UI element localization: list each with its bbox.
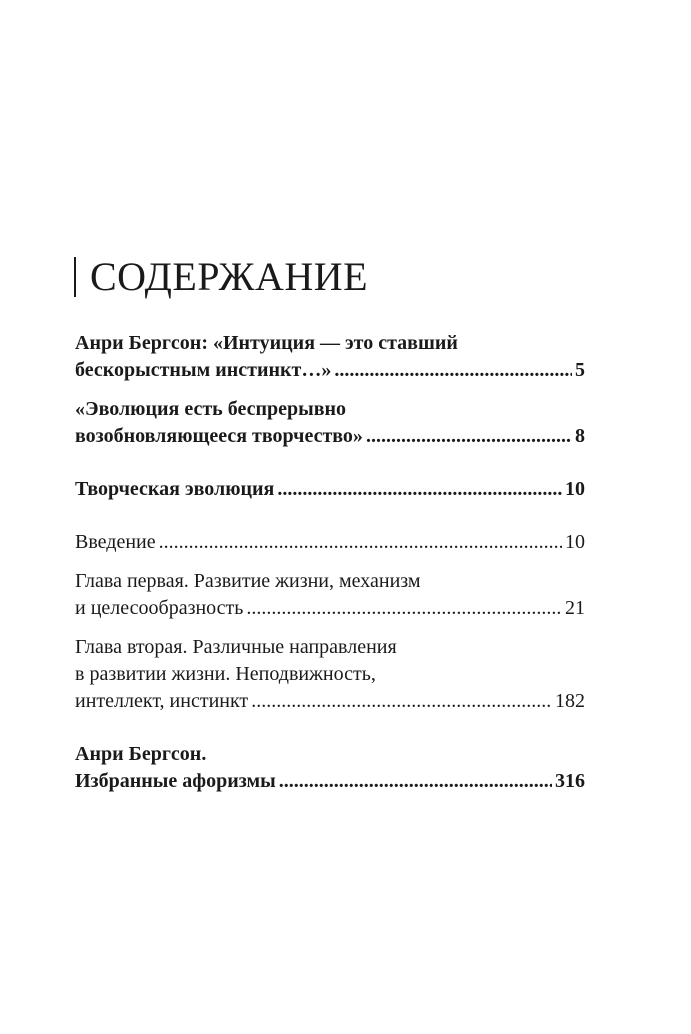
toc-entry-title-line: и целесообразность	[75, 597, 244, 619]
toc-entry-chapter-two[interactable]	[75, 634, 585, 715]
toc-entry-chapter-one[interactable]	[75, 568, 585, 622]
toc-entry-bergson-intuition[interactable]	[75, 330, 585, 384]
leader-dots	[366, 423, 572, 450]
toc-entry-last-line	[75, 357, 585, 384]
toc-entry-title-line: «Эволюция есть беспрерывно	[75, 398, 347, 420]
leader-dots	[334, 357, 572, 384]
toc-entry-title-line: бескорыстным инстинкт…»	[75, 359, 332, 381]
toc-entry-title-line: в развитии жизни. Неподвижность,	[75, 663, 376, 685]
page-title: СОДЕРЖАНИЕ	[90, 254, 369, 299]
leader-dots	[279, 768, 552, 795]
toc-entry-last-line	[75, 476, 585, 503]
table-of-contents	[75, 330, 585, 795]
toc-entry-title-line: Глава вторая. Различные направления	[75, 636, 397, 658]
toc-page-number: 10	[565, 531, 585, 553]
toc-entry-title-line: возобновляющееся творчество»	[75, 425, 363, 447]
toc-entry-title-line: Анри Бергсон.	[75, 743, 207, 765]
toc-entry-last-line	[75, 688, 585, 715]
contents-heading	[74, 252, 368, 302]
toc-page-number: 10	[565, 478, 585, 500]
toc-page-number: 182	[555, 690, 585, 712]
toc-entry-title-line: Избранные афоризмы	[75, 770, 276, 792]
leader-dots	[159, 529, 562, 556]
toc-entry-introduction[interactable]	[75, 529, 585, 556]
toc-entry-title-line: Анри Бергсон: «Интуиция — это ставший	[75, 332, 458, 354]
leader-dots	[251, 688, 552, 715]
toc-page-number: 5	[575, 359, 585, 381]
toc-entry-title-line: Глава первая. Развитие жизни, механизм	[75, 570, 421, 592]
toc-entry-last-line	[75, 595, 585, 622]
toc-page-number: 21	[565, 597, 585, 619]
toc-entry-aphorisms[interactable]	[75, 741, 585, 795]
toc-page-number: 316	[555, 770, 585, 792]
toc-entry-evolution-creativity[interactable]	[75, 396, 585, 450]
heading-rule	[74, 257, 76, 297]
toc-entry-last-line	[75, 529, 585, 556]
toc-entry-title-line: интеллект, инстинкт	[75, 690, 249, 712]
leader-dots	[246, 595, 562, 622]
toc-entry-title-line: Введение	[75, 531, 156, 553]
toc-page-number: 8	[575, 425, 585, 447]
toc-entry-last-line	[75, 423, 585, 450]
toc-entry-title-line: Творческая эволюция	[75, 478, 275, 500]
toc-entry-creative-evolution[interactable]	[75, 476, 585, 503]
toc-entry-last-line	[75, 768, 585, 795]
leader-dots	[277, 476, 562, 503]
